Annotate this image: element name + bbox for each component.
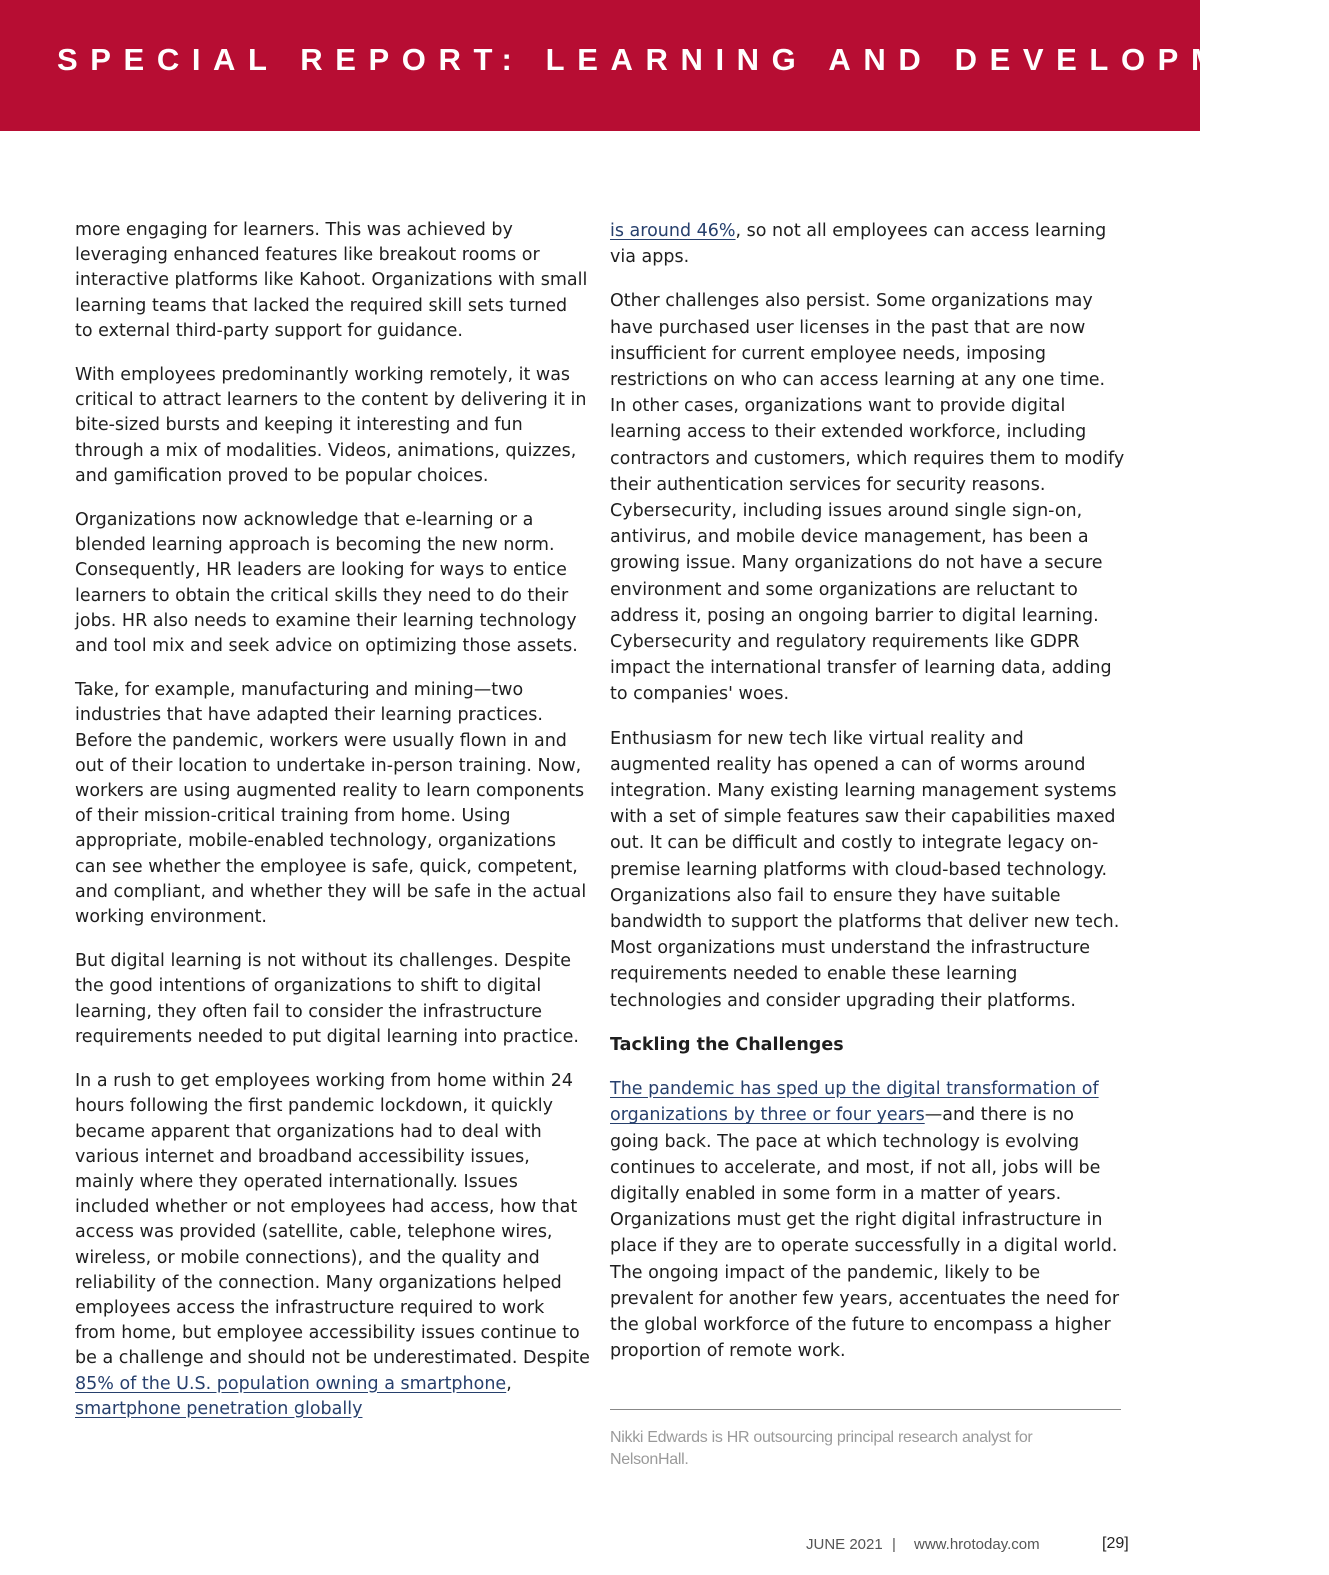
paragraph [75,1069,590,1422]
page-number: [29] [1102,1535,1129,1552]
digital-transformation-link[interactable]: The pandemic has sped up the digital transformation of organizations by three or four years [610,1079,1099,1126]
paragraph-text: , so not all employees can access learning via apps. [610,221,1107,268]
paragraph: But digital learning is not without its challenges. Despite the good intentions of organizations to shift to digital learning, they often fail to consider the infrastructure requirements needed to put digital learning into practice. [75,951,579,1047]
header-banner [0,0,1329,131]
section-title: SPECIAL REPORT: LEARNING AND DEVELOPMENT [57,42,1329,77]
comma-text: , [506,1373,512,1394]
smartphone-penetration-link[interactable]: smartphone penetration globally [75,1398,363,1419]
issue-date: JUNE 2021 [806,1536,883,1553]
right-column [610,218,1125,1382]
paragraph [610,1076,1125,1364]
paragraph: Enthusiasm for new tech like virtual reality and augmented reality has opened a can of worms around integration. Many existing learning management systems with a set of simple features saw their capabilities maxed out. It can be difficult and costly to integrate legacy on-premise learning platforms with cloud-based technology. Organizations also fail to ensure they have suitable bandwidth to support the platforms that deliver new tech. Most organizations must understand the infrastructure requirements needed to enable these learning technologies and consider upgrading their platforms. [610,728,1120,1011]
paragraph: With employees predominantly working remotely, it was critical to attract learners to the content by delivering it in bite-sized bursts and keeping it interesting and fun through a mix of modalities. Videos, animations, quizzes, and gamification proved to be popular choices. [75,365,587,486]
paragraph: Other challenges also persist. Some organizations may have purchased user licenses in the past that are now insufficient for current employee needs, imposing restrictions on who can access learning at any one time. In other cases, organizations want to provide digital learning access to their extended workforce, including contractors and customers, which requires them to modify their authentication services for security reasons. Cybersecurity, including issues around single sign-on, antivirus, and mobile device management, has been a growing issue. Many organizations do not have a secure environment and some organizations are reluctant to address it, posing an ongoing barrier to digital learning. Cybersecurity and regulatory requirements like GDPR impact the international transfer of learning data, adding to companies' woes. [610,291,1125,705]
paragraph [610,218,1125,270]
paragraph-text: In a rush to get employees working from home within 24 hours following the first pandemic lockdown, it quickly became apparent that organizations had to deal with various internet and broadband accessibility issues, mainly where they operated internationally. Issues included whether or not employees had access, how that access was provided (satellite, cable, telephone wires, wireless, or mobile connections), and the quality and reliability of the connection. Many organizations helped employees access the infrastructure required to work from home, but employee accessibility issues continue to be a challenge and should not be underestimated. Despite [75,1071,590,1369]
penetration-rate-link[interactable]: is around 46% [610,221,736,241]
paragraph: Organizations now acknowledge that e-learning or a blended learning approach is becoming the new norm. Consequently, HR leaders are looking for ways to entice learners to obtain the critical skills they need to do their jobs. HR also needs to examine their learning technology and tool mix and seek advice on optimizing those assets. [75,510,578,657]
footer-separator: | [892,1536,896,1553]
site-url[interactable]: www.hrotoday.com [914,1536,1040,1553]
smartphone-ownership-link[interactable]: 85% of the U.S. population owning a smartphone [75,1373,507,1394]
author-bio: Nikki Edwards is HR outsourcing principal research analyst for NelsonHall. [610,1429,1033,1468]
paragraph: Take, for example, manufacturing and mining—two industries that have adapted their learning practices. Before the pandemic, workers were usually flown in and out of their location to undertake in-person training. Now, workers are using augmented reality to learn components of their mission-critical training from home. Using appropriate, mobile-enabled technology, organizations can see whether the employee is safe, quick, competent, and compliant, and whether they will be safe in the actual working environment. [75,680,587,928]
left-column [75,218,590,1441]
section-subheading: Tackling the Challenges [610,1034,844,1055]
paragraph-text: —and there is no going back. The pace at which technology is evolving continues to accelerate, and most, if not all, jobs will be digitally enabled in some form in a matter of years. Organizations must get the right digital infrastructure in place if they are to operate successfully in a digital world. The ongoing impact of the pandemic, likely to be prevalent for another few years, accentuates the need for the global workforce of the future to encompass a higher proportion of remote work. [610,1105,1120,1362]
paragraph: more engaging for learners. This was achieved by leveraging enhanced features like breakout rooms or interactive platforms like Kahoot. Organizations with small learning teams that lacked the required skill sets turned to external third-party support for guidance. [75,220,588,341]
bio-divider [610,1409,1121,1410]
